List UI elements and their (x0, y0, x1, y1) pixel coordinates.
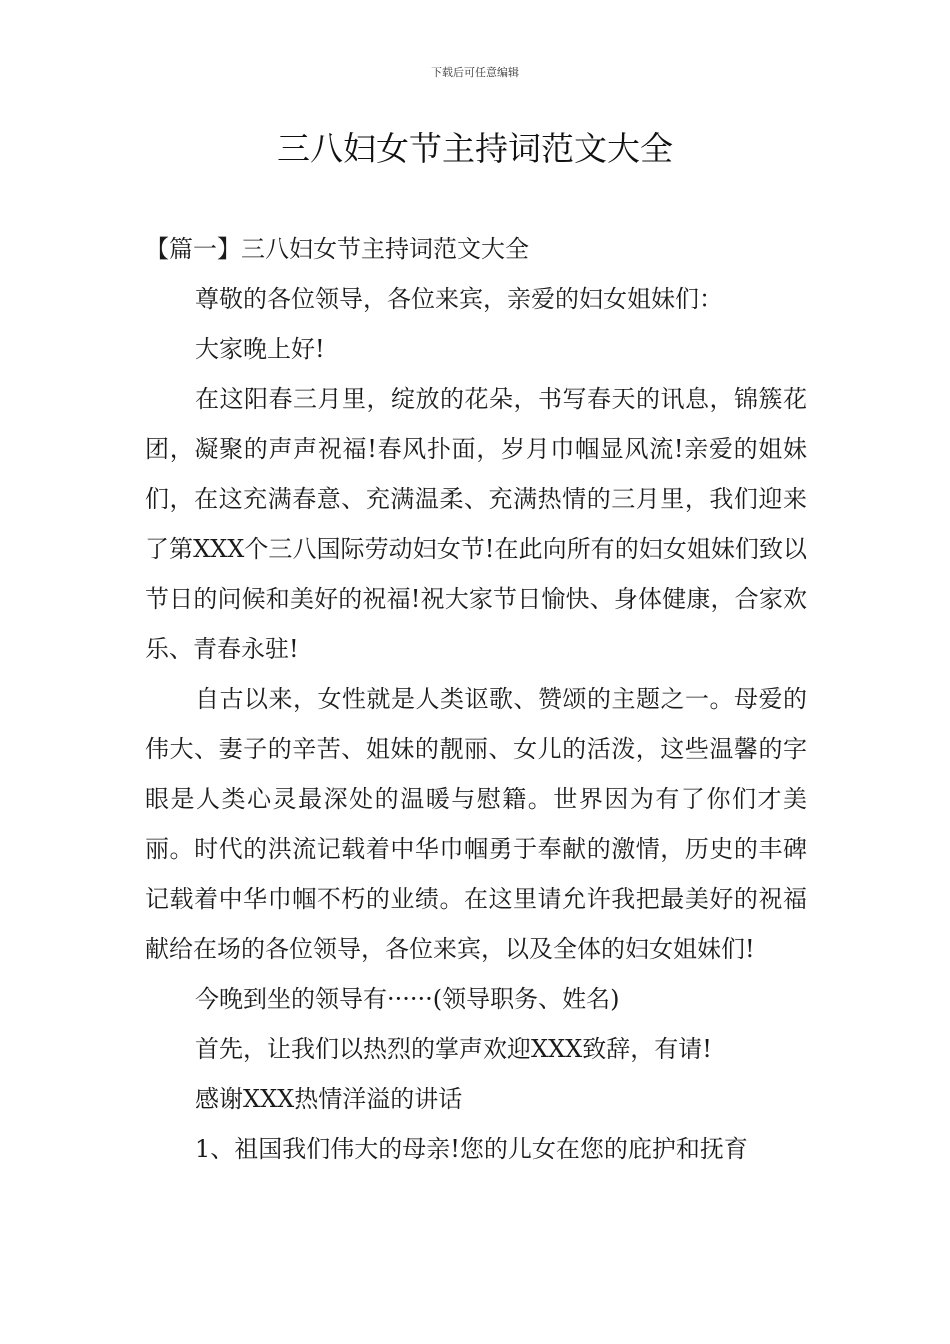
paragraph-thanks: 感谢XXX热情洋溢的讲话 (195, 1085, 463, 1113)
paragraph-leaders-present: 今晚到坐的领导有······(领导职务、姓名) (195, 985, 620, 1013)
document-title: 三八妇女节主持词范文大全 (277, 129, 673, 168)
paragraph-greeting: 大家晚上好! (195, 335, 325, 363)
document-body (145, 224, 807, 1174)
section-heading: 【篇一】三八妇女节主持词范文大全 (145, 235, 529, 263)
page-header-note: 下载后可任意编辑 (431, 66, 519, 79)
paragraph-women-tribute: 自古以来，女性就是人类讴歌、赞颂的主题之一。母爱的伟大、妻子的辛苦、姐妹的靓丽、女儿的活泼，这些温馨的字眼是人类心灵最深处的温暖与慰籍。世界因为有了你们才美丽。时代的洪流记载着中华巾帼勇于奉献的激情，历史的丰碑记载着中华巾帼不朽的业绩。在这里请允许我把最美好的祝福献给在场的各位领导，各位来宾，以及全体的妇女姐妹们! (145, 685, 807, 963)
paragraph-welcome-speech: 首先，让我们以热烈的掌声欢迎XXX致辞，有请! (195, 1035, 712, 1063)
paragraph-salutation: 尊敬的各位领导，各位来宾，亲爱的妇女姐妹们： (195, 285, 723, 313)
paragraph-spring-wishes: 在这阳春三月里，绽放的花朵，书写春天的讯息，锦簇花团，凝聚的声声祝福!春风扑面，岁月巾帼显风流!亲爱的姐妹们，在这充满春意、充满温柔、充满热情的三月里，我们迎来了第XXX个三八国际劳动妇女节!在此向所有的妇女姐妹们致以节日的问候和美好的祝福!祝大家节日愉快、身体健康，合家欢乐、青春永驻! (145, 385, 807, 663)
paragraph-item-1: 1、祖国我们伟大的母亲!您的儿女在您的庇护和抚育 (195, 1135, 748, 1163)
